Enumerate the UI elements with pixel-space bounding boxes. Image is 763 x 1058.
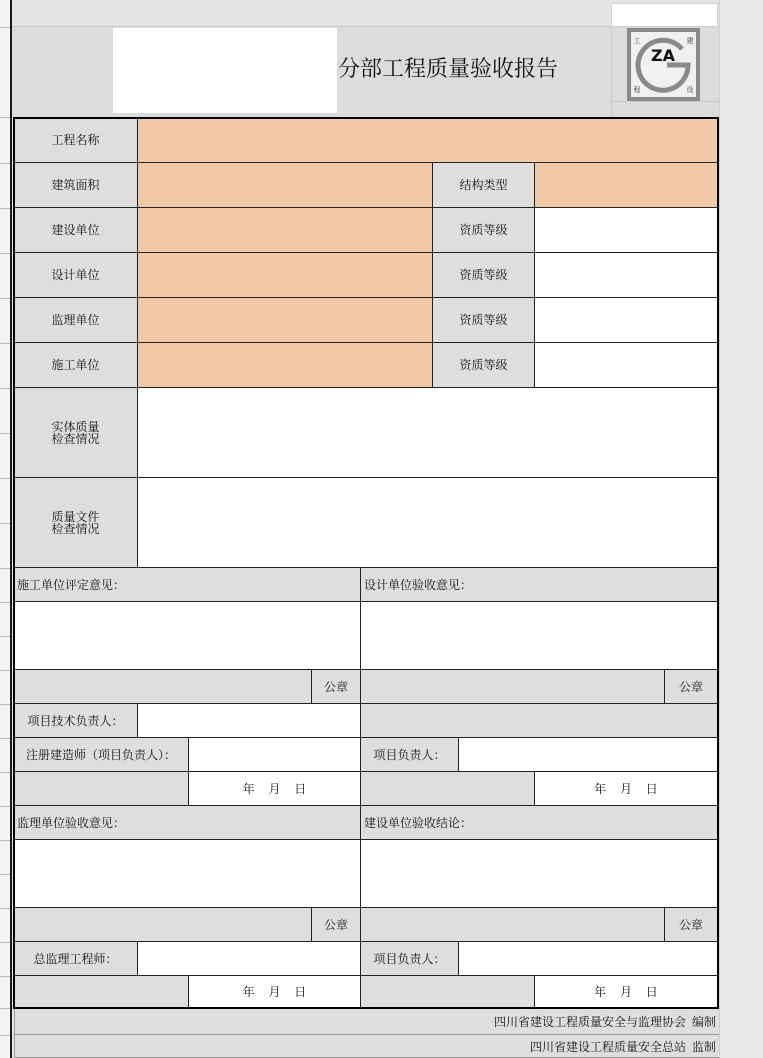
footer-compiled-org: 四川省建设工程质量安全与监理协会: [493, 1015, 686, 1029]
supervision-chief-engineer-label: 总监理工程师：: [14, 942, 138, 976]
design-qualification-input[interactable]: [535, 253, 718, 298]
owner-unit-label: 建设单位: [14, 208, 138, 253]
construction-qualification-label: 资质等级: [433, 343, 535, 388]
supervision-qualification-input[interactable]: [535, 298, 718, 343]
header-gridline: [611, 101, 719, 102]
owner-date-spacer: [361, 976, 535, 1008]
supervision-unit-input[interactable]: [138, 298, 433, 343]
design-lead-label: 项目负责人：: [361, 738, 459, 772]
construction-date-field[interactable]: 年 月 日: [189, 772, 361, 806]
row-header-line: [0, 670, 10, 671]
row-header-line: [0, 208, 10, 209]
logo-corner-bottom-right: 设: [686, 86, 694, 94]
construction-constructor-input[interactable]: [189, 738, 361, 772]
row-header-line: [0, 908, 10, 909]
construction-qualification-input[interactable]: [535, 343, 718, 388]
row-header-line: [0, 478, 10, 479]
design-date-spacer: [361, 772, 535, 806]
row-header-line: [0, 840, 10, 841]
construction-date-spacer: [14, 772, 189, 806]
design-qualification-label: 资质等级: [433, 253, 535, 298]
building-area-label: 建筑面积: [14, 163, 138, 208]
construction-constructor-label: 注册建造师（项目负责人）：: [14, 738, 189, 772]
structure-type-label: 结构类型: [433, 163, 535, 208]
quality-docs-label: 质量文件 检查情况: [14, 478, 138, 568]
owner-date-field[interactable]: 年 月 日: [535, 976, 718, 1008]
row-header-line: [0, 704, 10, 705]
construction-unit-label: 施工单位: [14, 343, 138, 388]
physical-quality-label: 实体质量 检查情况: [14, 388, 138, 478]
row-header-line: [0, 163, 10, 164]
construction-opinion-title: 施工单位评定意见：: [14, 568, 361, 602]
building-area-input[interactable]: [138, 163, 433, 208]
logo-corner-bottom-left: 程: [633, 86, 641, 94]
row-header-line: [0, 27, 10, 28]
row-header-line: [0, 523, 10, 524]
construction-unit-input[interactable]: [138, 343, 433, 388]
row-header-line: [0, 602, 10, 603]
project-name-label: 工程名称: [14, 118, 138, 163]
quality-docs-input[interactable]: [138, 478, 718, 568]
owner-qualification-input[interactable]: [535, 208, 718, 253]
row-header-line: [0, 343, 10, 344]
design-opinion-title: 设计单位验收意见：: [361, 568, 718, 602]
owner-lead-label: 项目负责人：: [361, 942, 459, 976]
design-unit-label: 设计单位: [14, 253, 138, 298]
sheet-left-divider: [10, 0, 12, 1058]
logo-text: ZA: [651, 46, 675, 65]
footer-supervised: [14, 1035, 719, 1058]
construction-tech-lead-input[interactable]: [138, 704, 361, 738]
logo-corner-top-left: 工: [633, 37, 641, 45]
footer-supervised-role: 监制: [691, 1039, 716, 1054]
row-header-line: [0, 874, 10, 875]
supervision-seal-label: 公章: [312, 908, 361, 942]
row-header-line: [0, 806, 10, 807]
construction-seal-spacer: [14, 670, 312, 704]
project-name-input[interactable]: [138, 118, 718, 163]
row-header-line: [0, 772, 10, 773]
supervision-unit-label: 监理单位: [14, 298, 138, 343]
owner-qualification-label: 资质等级: [433, 208, 535, 253]
supervision-opinion-title: 监理单位验收意见：: [14, 806, 361, 840]
row-header-line: [0, 568, 10, 569]
row-header-line: [0, 636, 10, 637]
owner-unit-input[interactable]: [138, 208, 433, 253]
row-header-line: [0, 298, 10, 299]
page-title: 分部工程质量验收报告: [338, 57, 559, 82]
supervision-opinion-input[interactable]: [14, 840, 361, 908]
row-header-line: [0, 388, 10, 389]
row-header-strip: [0, 0, 10, 1058]
sheet-right-margin: [719, 0, 763, 1058]
footer-compiled-role: 编制: [691, 1015, 716, 1029]
construction-tech-lead-label: 项目技术负责人：: [14, 704, 138, 738]
construction-seal-label: 公章: [312, 670, 361, 704]
design-lead-input[interactable]: [459, 738, 718, 772]
design-seal-spacer: [361, 670, 665, 704]
row-header-line: [0, 738, 10, 739]
supervision-date-spacer: [14, 976, 189, 1008]
supervision-chief-engineer-input[interactable]: [138, 942, 361, 976]
za-logo-icon: [627, 28, 700, 101]
row-header-line: [0, 117, 10, 118]
footer-supervised-org: 四川省建设工程质量安全总站: [529, 1039, 686, 1054]
row-header-line: [0, 1008, 10, 1009]
construction-opinion-input[interactable]: [14, 602, 361, 670]
owner-seal-label: 公章: [665, 908, 718, 942]
footer-compiled: [14, 1009, 719, 1035]
supervision-date-field[interactable]: 年 月 日: [189, 976, 361, 1008]
owner-conclusion-input[interactable]: [361, 840, 718, 908]
owner-conclusion-title: 建设单位验收结论：: [361, 806, 718, 840]
row-header-line: [0, 433, 10, 434]
design-date-field[interactable]: 年 月 日: [535, 772, 718, 806]
supervision-qualification-label: 资质等级: [433, 298, 535, 343]
design-blank-row: [361, 704, 718, 738]
header-image-placeholder[interactable]: [113, 28, 337, 113]
row-header-line: [0, 1035, 10, 1036]
supervision-seal-spacer: [14, 908, 312, 942]
top-right-cell[interactable]: [611, 3, 718, 27]
row-header-line: [0, 253, 10, 254]
logo-corner-top-right: 建: [686, 37, 694, 45]
owner-seal-spacer: [361, 908, 665, 942]
design-seal-label: 公章: [665, 670, 718, 704]
structure-type-input[interactable]: [535, 163, 718, 208]
row-header-line: [0, 976, 10, 977]
design-opinion-input[interactable]: [361, 602, 718, 670]
row-header-line: [0, 942, 10, 943]
header-gridline: [611, 27, 612, 117]
owner-lead-input[interactable]: [459, 942, 718, 976]
design-unit-input[interactable]: [138, 253, 433, 298]
physical-quality-input[interactable]: [138, 388, 718, 478]
